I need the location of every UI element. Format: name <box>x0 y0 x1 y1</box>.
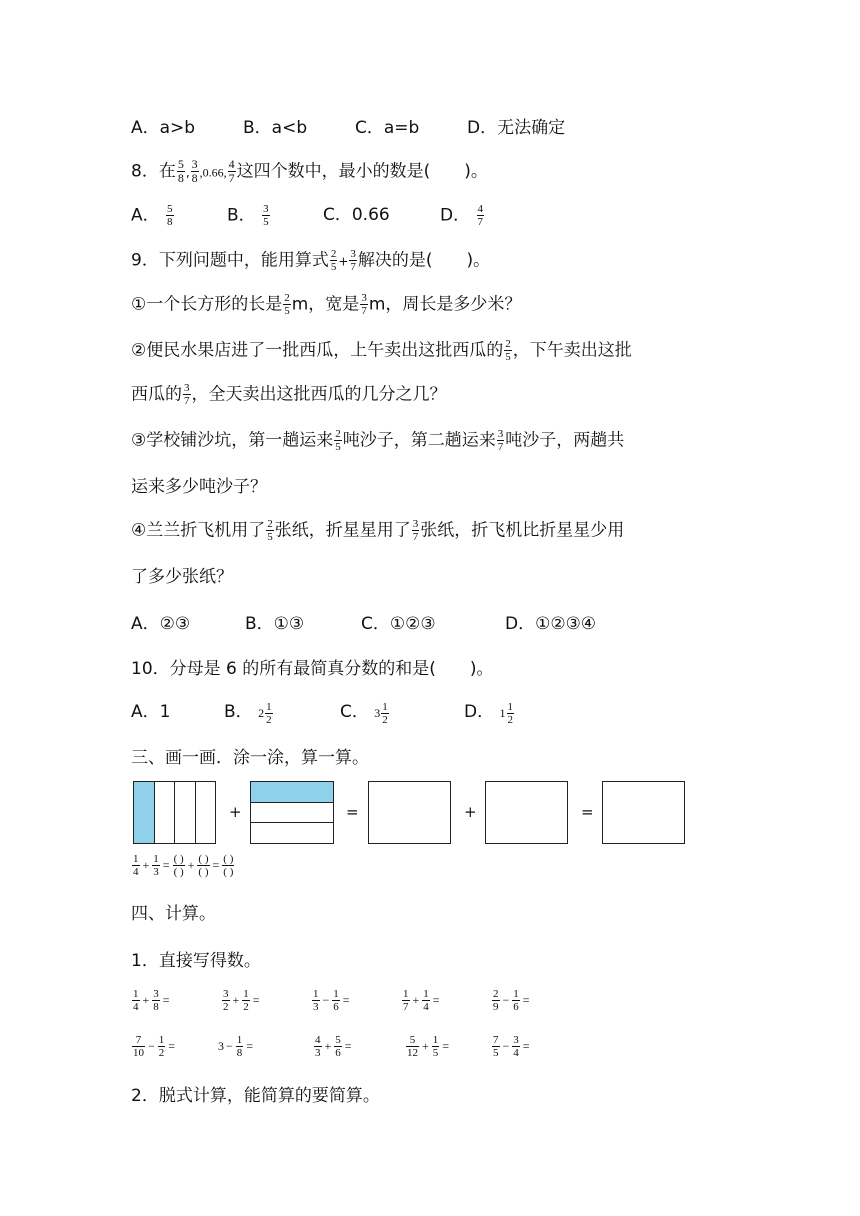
q9-item-4-line1: ④兰兰折飞机用了 $\frac{2}{5}$ 张纸，折星星用了 $\frac{3}{7}$ 张纸，折飞机比折星星少用 <box>131 518 625 543</box>
box-part <box>251 823 333 843</box>
q9-item-1: ①一个长方形的长是 $\frac{2}{5}$ m，宽是 $\frac{3}{7}$ m，周长是多少米？ <box>131 292 522 317</box>
calc-item[interactable]: 1 3 − $\frac{1}{6}$ = <box>313 988 350 1013</box>
q9-option-b[interactable]: B．①③ <box>245 614 305 634</box>
section4-title: 四、计算。 <box>131 904 216 924</box>
calc-item[interactable]: 2 9 − $\frac{1}{6}$ = <box>493 988 530 1013</box>
q8-option-b[interactable]: B． $\frac{3}{5}$ <box>227 203 269 228</box>
q10-option-d[interactable]: D． 1 1 2 <box>464 700 513 726</box>
q9-option-c[interactable]: C．①②③ <box>361 614 436 634</box>
q9-option-d[interactable]: D．①②③④ <box>505 614 597 634</box>
box-part <box>196 782 216 843</box>
fraction: $\frac{3}{7}$ <box>350 248 356 273</box>
calc-item[interactable]: 1 7 + $\frac{1}{4}$ = <box>403 988 440 1013</box>
blank-fraction[interactable]: ( ) ( ) <box>223 853 234 878</box>
q8-option-c[interactable]: C．0.66 <box>323 205 390 225</box>
q8-prefix: 8．在 <box>131 161 176 182</box>
box-part <box>251 803 333 824</box>
q9-item-2-line2: 西瓜的 $\frac{3}{7}$ ，全天卖出这批西瓜的几分之几？ <box>131 382 447 407</box>
q8-option-a[interactable]: A． $\frac{5}{8}$ <box>131 203 173 228</box>
blank-fraction[interactable]: ( ) ( ) <box>198 853 209 878</box>
calc-item[interactable]: 3 − $\frac{1}{8}$ = <box>218 1034 254 1059</box>
q7-option-a[interactable]: A．a>b <box>131 118 196 138</box>
q8-option-d[interactable]: D． $\frac{4}{7}$ <box>440 203 483 228</box>
q9-item-3-line2: 运来多少吨沙子？ <box>131 477 267 497</box>
shaded-part <box>134 782 155 843</box>
q10-option-a[interactable]: A．1 <box>131 702 171 722</box>
fraction: $\frac{2}{5}$ <box>330 248 337 273</box>
plus-sign: + <box>229 803 242 821</box>
fraction-box-quarters <box>133 781 216 844</box>
fraction: $\frac{3}{8}$ <box>191 157 198 185</box>
calc-item[interactable]: 3 2 + $\frac{1}{2}$ = <box>223 988 260 1013</box>
calc-item[interactable]: 1 4 + $\frac{3}{8}$ = <box>133 988 170 1013</box>
blank-fraction[interactable]: ( ) ( ) <box>173 853 184 878</box>
q7-option-b[interactable]: B．a<b <box>243 118 308 138</box>
calc-item[interactable]: 7 10 − $\frac{1}{2}$ = <box>133 1034 176 1059</box>
q10-option-c[interactable]: C． 3 1 2 <box>340 700 388 726</box>
section3-title: 三、画一画．涂一涂，算一算。 <box>131 748 369 768</box>
fraction-box-thirds <box>250 781 334 844</box>
fraction: $\frac{5}{8}$ <box>177 157 184 185</box>
q10-question: 10．分母是 6 的所有最简真分数的和是( )。 <box>131 659 494 679</box>
drawing-box[interactable] <box>485 781 568 844</box>
q7-option-c[interactable]: C．a=b <box>355 118 420 138</box>
box-part <box>155 782 176 843</box>
q9-option-a[interactable]: A．②③ <box>131 614 191 634</box>
q8-suffix: 这四个数中，最小的数是( )。 <box>236 161 488 182</box>
fraction: $\frac{4}{7}$ <box>228 157 235 185</box>
plus-sign: + <box>464 803 477 821</box>
q9-item-4-line2: 了多少张纸？ <box>131 567 233 587</box>
q8-question: 8．在 $\frac{5}{8}$ , $\frac{3}{8}$ ,0.66, $\frac{4}{7}$ 这四个数中，最小的数是( )。 <box>131 157 488 185</box>
equals-sign: = <box>346 803 359 821</box>
calc-item[interactable]: 4 3 + $\frac{5}{6}$ = <box>315 1034 352 1059</box>
equals-sign: = <box>581 803 594 821</box>
section4-sub2: 2．脱式计算，能简算的要简算。 <box>131 1086 380 1106</box>
q9-item-2-line1: ②便民水果店进了一批西瓜，上午卖出这批西瓜的 $\frac{2}{5}$ ，下午卖出这批 <box>131 338 632 363</box>
q7-option-d[interactable]: D．无法确定 <box>467 118 566 138</box>
drawing-box[interactable] <box>368 781 451 844</box>
shaded-part <box>251 782 333 803</box>
section3-formula: 1 4 + $\frac{1}{3}$ = ( ) ( ) + ( ) ( ) = ( ) ( ) <box>133 853 234 878</box>
q9-item-3-line1: ③学校铺沙坑，第一趟运来 $\frac{2}{5}$ 吨沙子，第二趟运来 $\frac{3}{7}$ 吨沙子，两趟共 <box>131 428 625 453</box>
calc-item[interactable]: 5 12 + $\frac{1}{5}$ = <box>407 1034 450 1059</box>
q10-option-b[interactable]: B． 2 1 2 <box>224 700 272 726</box>
box-part <box>175 782 196 843</box>
section4-sub1: 1．直接写得数。 <box>131 951 261 971</box>
q9-question: 9．下列问题中，能用算式 $\frac{2}{5}$ + $\frac{3}{7}$ 解决的是( )。 <box>131 248 491 273</box>
calc-item[interactable]: 7 5 − $\frac{3}{4}$ = <box>493 1034 530 1059</box>
drawing-box[interactable] <box>602 781 685 844</box>
